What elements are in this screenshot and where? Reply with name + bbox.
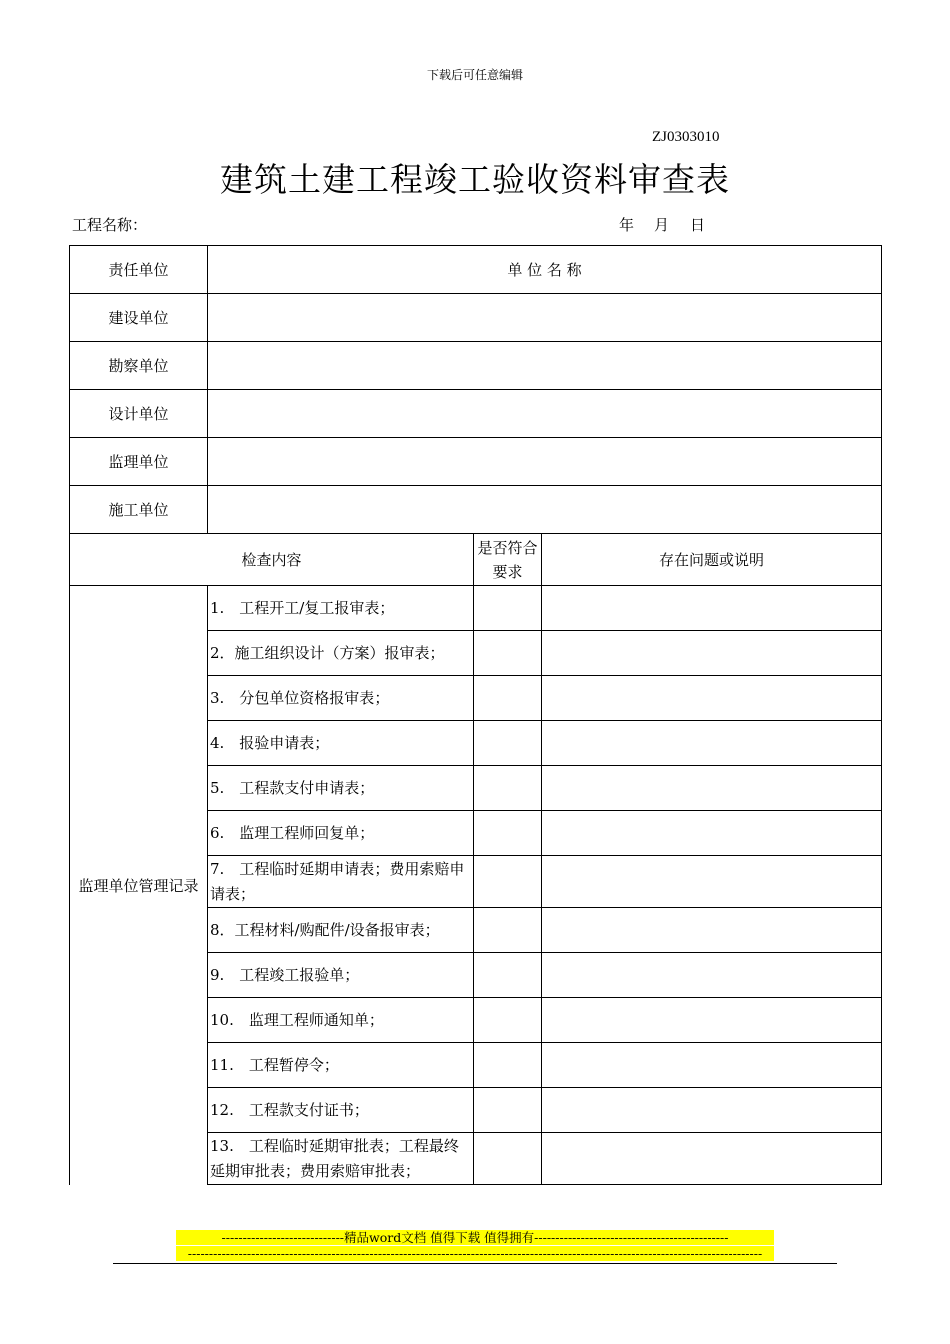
download-note: 下载后可任意编辑 xyxy=(426,68,523,82)
check-item: 9. 工程竣工报验单； xyxy=(208,953,474,998)
check-item: 13. 工程临时延期审批表；工程最终延期审批表；费用索赔审批表； xyxy=(208,1133,474,1185)
footer-banner: -----------------------------精品word文档 值得下载 值得拥有---------------------------------------------- xyxy=(176,1230,774,1245)
inspection-header-row xyxy=(70,534,882,586)
inspection-table xyxy=(69,533,882,1185)
check-item: 11. 工程暂停令； xyxy=(208,1043,474,1088)
check-item: 4. 报验申请表； xyxy=(208,721,474,766)
check-content-header: 检查内容 xyxy=(70,534,474,586)
comply-cell[interactable] xyxy=(474,766,542,811)
unit-name-cell-contractor[interactable] xyxy=(208,486,882,534)
date-month-label: 月 xyxy=(654,216,670,234)
unit-row-survey xyxy=(70,342,882,390)
unit-label-contractor: 施工单位 xyxy=(70,486,208,534)
footer-rule xyxy=(113,1263,837,1264)
date-year-label: 年 xyxy=(619,216,635,234)
responsible-unit-header: 责任单位 xyxy=(70,246,208,294)
unit-label-survey: 勘察单位 xyxy=(70,342,208,390)
unit-row-design xyxy=(70,390,882,438)
comply-cell[interactable] xyxy=(474,908,542,953)
document-title: 建筑土建工程竣工验收资料审查表 xyxy=(220,160,730,199)
issue-cell[interactable] xyxy=(542,811,882,856)
check-item: 5. 工程款支付申请表； xyxy=(208,766,474,811)
group-label: 监理单位管理记录 xyxy=(70,586,208,1185)
comply-cell[interactable] xyxy=(474,1133,542,1185)
comply-cell[interactable] xyxy=(474,1043,542,1088)
issue-cell[interactable] xyxy=(542,1088,882,1133)
responsible-units-table xyxy=(69,245,882,534)
comply-cell[interactable] xyxy=(474,856,542,908)
table-row xyxy=(70,586,882,631)
issue-cell[interactable] xyxy=(542,766,882,811)
document-code: ZJ0303010 xyxy=(652,129,720,145)
check-item: 10. 监理工程师通知单； xyxy=(208,998,474,1043)
unit-name-cell-supervision[interactable] xyxy=(208,438,882,486)
comply-cell[interactable] xyxy=(474,586,542,631)
unit-row-construction xyxy=(70,294,882,342)
project-name-label: 工程名称： xyxy=(72,216,148,234)
issue-cell[interactable] xyxy=(542,908,882,953)
comply-cell[interactable] xyxy=(474,953,542,998)
comply-cell[interactable] xyxy=(474,676,542,721)
unit-label-supervision: 监理单位 xyxy=(70,438,208,486)
unit-name-cell-design[interactable] xyxy=(208,390,882,438)
footer-dashes: ---------------------------------------------------------------------------------------------------------------------------------------- xyxy=(176,1246,774,1261)
check-item: 1. 工程开工/复工报审表； xyxy=(208,586,474,631)
comply-cell[interactable] xyxy=(474,631,542,676)
check-item: 6. 监理工程师回复单； xyxy=(208,811,474,856)
issue-cell[interactable] xyxy=(542,998,882,1043)
issue-cell[interactable] xyxy=(542,676,882,721)
unit-name-cell-survey[interactable] xyxy=(208,342,882,390)
unit-name-header: 单 位 名 称 xyxy=(208,246,882,294)
unit-name-cell-construction[interactable] xyxy=(208,294,882,342)
comply-cell[interactable] xyxy=(474,1088,542,1133)
units-header-row xyxy=(70,246,882,294)
issue-cell[interactable] xyxy=(542,856,882,908)
unit-label-construction: 建设单位 xyxy=(70,294,208,342)
issue-cell[interactable] xyxy=(542,953,882,998)
comply-cell[interactable] xyxy=(474,721,542,766)
check-item: 8．工程材料/购配件/设备报审表； xyxy=(208,908,474,953)
issue-cell[interactable] xyxy=(542,721,882,766)
issue-cell[interactable] xyxy=(542,1133,882,1185)
issues-header: 存在问题或说明 xyxy=(542,534,882,586)
check-item: 3. 分包单位资格报审表； xyxy=(208,676,474,721)
comply-cell[interactable] xyxy=(474,811,542,856)
check-item: 12. 工程款支付证书； xyxy=(208,1088,474,1133)
unit-row-contractor xyxy=(70,486,882,534)
issue-cell[interactable] xyxy=(542,631,882,676)
unit-row-supervision xyxy=(70,438,882,486)
unit-label-design: 设计单位 xyxy=(70,390,208,438)
issue-cell[interactable] xyxy=(542,1043,882,1088)
comply-cell[interactable] xyxy=(474,998,542,1043)
comply-header: 是否符合要求 xyxy=(474,534,542,586)
issue-cell[interactable] xyxy=(542,586,882,631)
check-item: 2．施工组织设计（方案）报审表； xyxy=(208,631,474,676)
check-item: 7. 工程临时延期申请表；费用索赔申请表； xyxy=(208,856,474,908)
date-day-label: 日 xyxy=(690,216,706,234)
